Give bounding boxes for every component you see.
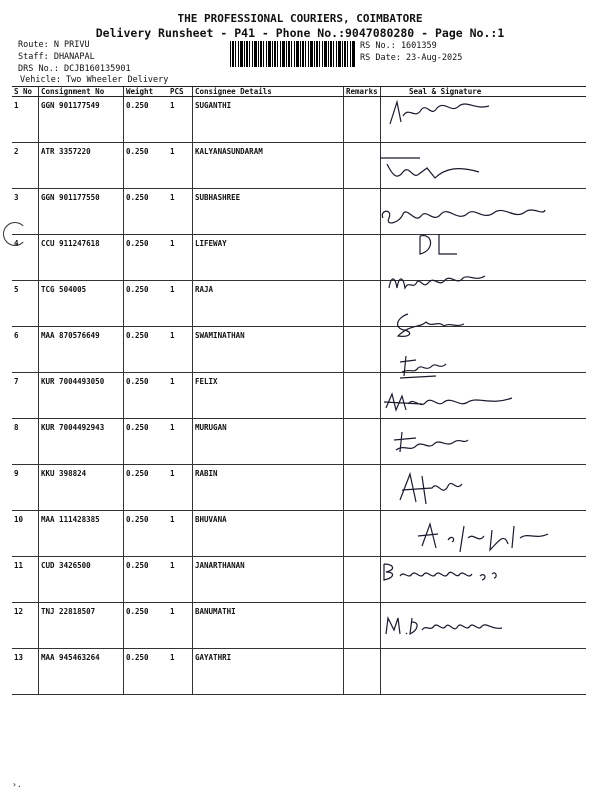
row-consignment-no: MAA 945463264 [39,649,124,695]
signature-11 [380,560,520,586]
row-consignment-no: KUR 7004493050 [39,373,124,419]
table-row [12,143,586,189]
circled-mark [3,222,27,246]
row-pcs: 1 [168,603,193,649]
row-pcs: 1 [168,327,193,373]
table-row [12,419,586,465]
row-weight: 0.250 [124,465,169,511]
row-weight: 0.250 [124,419,169,465]
row-consignment-no: CCU 911247618 [39,235,124,281]
row-consignment-no: TCG 504005 [39,281,124,327]
row-pcs: 1 [168,557,193,603]
row-weight: 0.250 [124,603,169,649]
signature-5 [390,308,470,340]
row-remarks [344,373,381,419]
row-consignee: SUBHASHREE [193,189,344,235]
row-signature [381,649,587,695]
row-consignment-no: ATR 3357220 [39,143,124,189]
row-weight: 0.250 [124,373,169,419]
table-row [12,649,586,695]
staff-label: Staff: DHANAPAL [18,52,95,62]
route-label: Route: N PRIVU [18,40,90,50]
row-weight: 0.250 [124,235,169,281]
row-consignee: SWAMINATHAN [193,327,344,373]
signature-9 [392,470,472,508]
row-sno: 7 [12,373,39,419]
signature-6 [396,352,456,380]
row-pcs: 1 [168,465,193,511]
row-pcs: 1 [168,419,193,465]
row-consignee: RABIN [193,465,344,511]
row-consignee: FELIX [193,373,344,419]
col-consignment: Consignment No [39,87,124,97]
row-weight: 0.250 [124,327,169,373]
row-consignee: KALYANASUNDARAM [193,143,344,189]
row-weight: 0.250 [124,143,169,189]
signature-8 [392,428,472,458]
row-consignee: BHUVANA [193,511,344,557]
row-weight: 0.250 [124,97,169,143]
row-remarks [344,281,381,327]
row-remarks [344,465,381,511]
vehicle-label: Vehicle: Two Wheeler Delivery [20,75,169,85]
signature-1 [385,96,495,132]
row-sno: 13 [12,649,39,695]
row-consignment-no: TNJ 22818507 [39,603,124,649]
row-pcs: 1 [168,235,193,281]
row-remarks [344,603,381,649]
table-row [12,465,586,511]
row-remarks [344,511,381,557]
row-pcs: 1 [168,281,193,327]
row-weight: 0.250 [124,557,169,603]
row-consignee: MURUGAN [193,419,344,465]
row-weight: 0.250 [124,281,169,327]
row-consignment-no: MAA 111428385 [39,511,124,557]
signature-12 [382,612,522,638]
table-row [12,281,586,327]
row-consignee: JANARTHANAN [193,557,344,603]
row-pcs: 1 [168,511,193,557]
row-sno: 11 [12,557,39,603]
row-pcs: 1 [168,143,193,189]
row-sno: 3 [12,189,39,235]
row-sno: 1 [12,97,39,143]
col-sno: S No [12,87,39,97]
col-consignee: Consignee Details [193,87,344,97]
row-pcs: 1 [168,97,193,143]
col-weight: Weight [124,87,169,97]
row-sno: 12 [12,603,39,649]
col-pcs: PCS [168,87,193,97]
table-header [12,87,586,97]
table-row [12,97,586,143]
row-remarks [344,649,381,695]
rs-number: RS No.: 1601359 [360,41,437,51]
page-mark: ›. [12,780,22,789]
row-remarks [344,97,381,143]
row-consignment-no: KKU 398824 [39,465,124,511]
row-consignee: RAJA [193,281,344,327]
row-consignment-no: MAA 870576649 [39,327,124,373]
col-remarks: Remarks [344,87,381,97]
barcode [230,41,355,67]
signature-10 [408,518,558,558]
row-weight: 0.250 [124,649,169,695]
signature-4 [385,268,495,296]
row-sno: 10 [12,511,39,557]
drs-label: DRS No.: DCJB160135901 [18,64,131,74]
row-weight: 0.250 [124,189,169,235]
row-consignment-no: GGN 901177550 [39,189,124,235]
runsheet-title: Delivery Runsheet - P41 - Phone No.:9047080280 - Page No.:1 [95,26,505,40]
row-consignee: SUGANTHI [193,97,344,143]
signature-7 [382,388,522,416]
signature-3 [375,198,555,258]
table-row [12,327,586,373]
row-weight: 0.250 [124,511,169,557]
row-consignee: BANUMATHI [193,603,344,649]
company-title: THE PROFESSIONAL COURIERS, COIMBATORE [177,12,423,25]
row-consignment-no: GGN 901177549 [39,97,124,143]
row-consignee: GAYATHRI [193,649,344,695]
row-pcs: 1 [168,649,193,695]
row-consignee: LIFEWAY [193,235,344,281]
row-remarks [344,419,381,465]
row-sno: 5 [12,281,39,327]
row-sno: 2 [12,143,39,189]
row-consignment-no: CUD 3426500 [39,557,124,603]
row-sno: 8 [12,419,39,465]
row-sno: 6 [12,327,39,373]
row-consignment-no: KUR 7004492943 [39,419,124,465]
row-pcs: 1 [168,373,193,419]
row-remarks [344,557,381,603]
row-sno: 9 [12,465,39,511]
row-sno: 4 [12,235,39,281]
col-signature: Seal & Signature [381,87,587,97]
row-remarks [344,327,381,373]
row-pcs: 1 [168,189,193,235]
signature-2 [375,150,485,190]
rs-date: RS Date: 23-Aug-2025 [360,53,463,63]
